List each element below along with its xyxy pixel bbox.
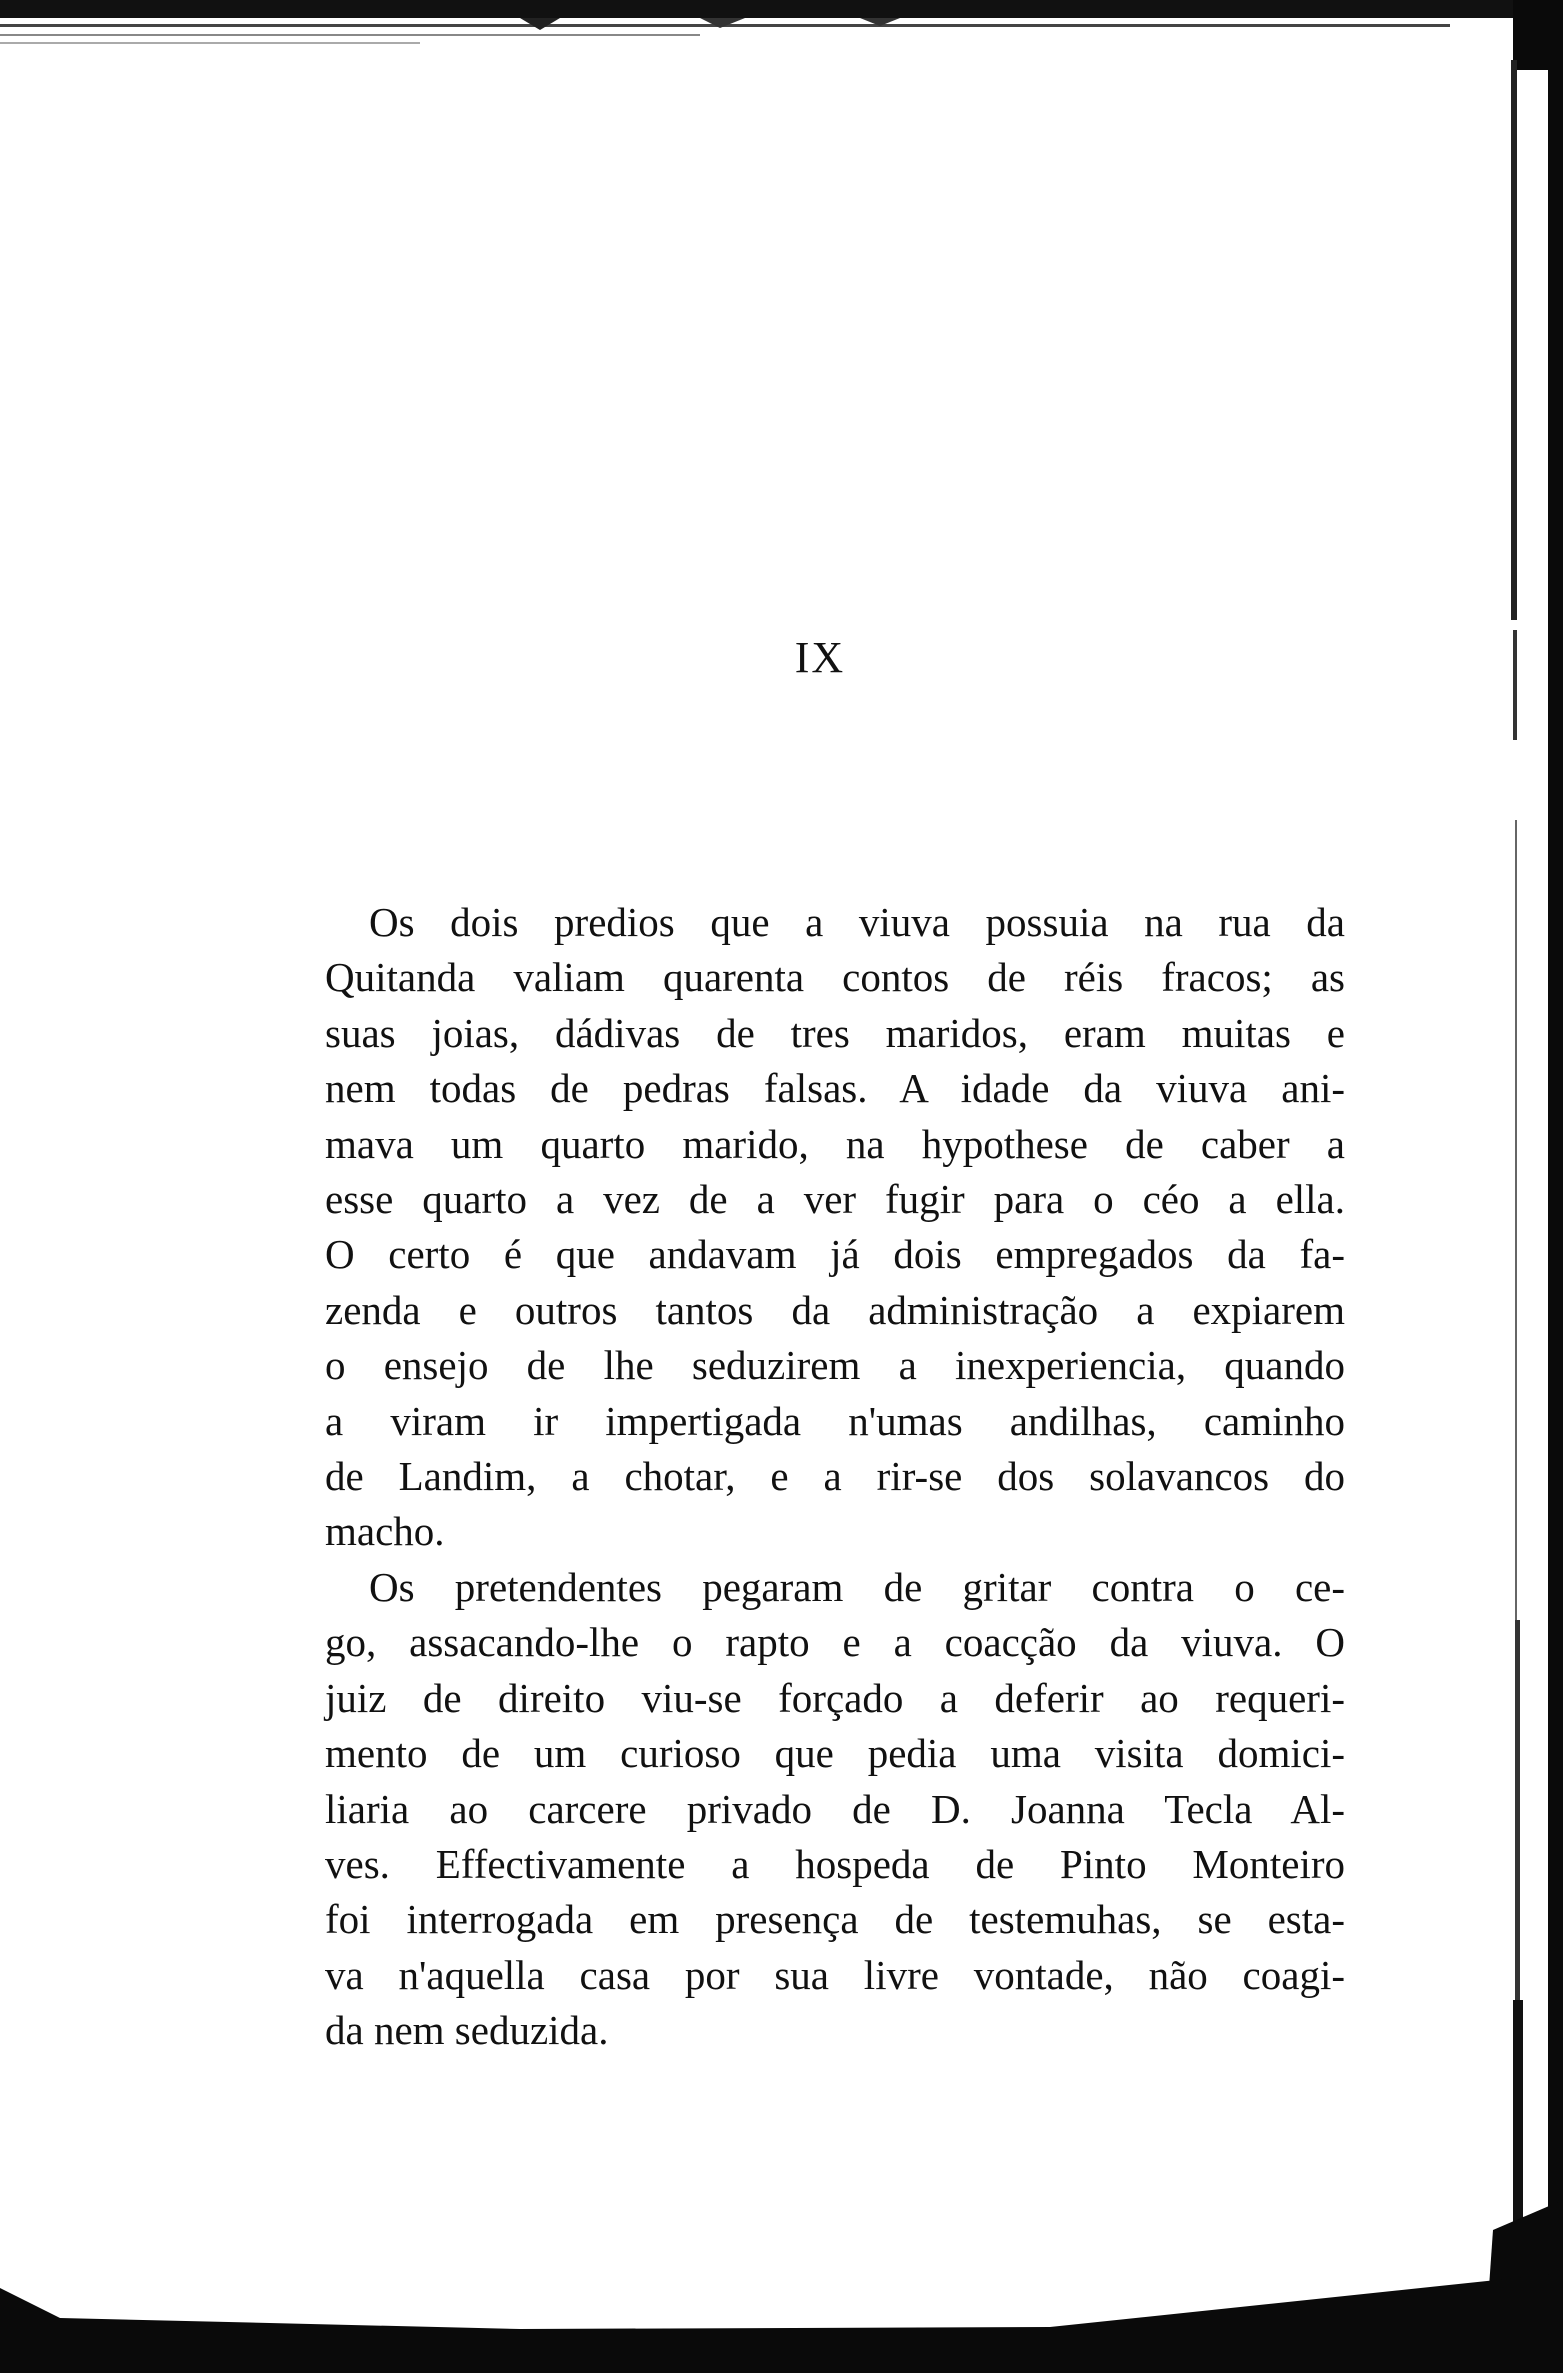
text-line: liaria ao carcere privado de D. Joanna Tecla Al- <box>325 1785 1345 1832</box>
text-line: da nem seduzida. <box>325 2007 609 2054</box>
text-line: de Landim, a chotar, e a rir-se dos solavancos do <box>325 1453 1345 1500</box>
text-line: mento de um curioso que pedia uma visita domici- <box>325 1730 1345 1777</box>
text-line: Os pretendentes pegaram de gritar contra o ce- <box>369 1563 1345 1610</box>
body-text <box>325 895 1345 2059</box>
text-line: nem todas de pedras falsas. A idade da viuva ani- <box>325 1065 1345 1112</box>
paragraph-2 <box>325 1560 1345 2059</box>
scan-edge-bottom <box>0 2233 1563 2373</box>
text-line: esse quarto a vez de a ver fugir para o céo a ella. <box>325 1176 1345 1223</box>
text-line: suas joias, dádivas de tres maridos, eram muitas e <box>325 1009 1345 1056</box>
text-line: macho. <box>325 1508 445 1555</box>
text-line: Quitanda valiam quarenta contos de réis fracos; as <box>325 954 1345 1001</box>
text-line: va n'aquella casa por sua livre vontade, não coagi- <box>325 1951 1345 1998</box>
text-line: a viram ir impertigada n'umas andilhas, caminho <box>325 1397 1345 1444</box>
paragraph-1 <box>325 895 1345 1560</box>
scan-edge-top <box>0 0 1563 70</box>
text-line: o ensejo de lhe seduzirem a inexperiencia, quando <box>325 1342 1345 1389</box>
scan-edge-right <box>1453 0 1563 2373</box>
text-line: ves. Effectivamente a hospeda de Pinto Monteiro <box>325 1840 1345 1887</box>
text-line: juiz de direito viu-se forçado a deferir ao requeri- <box>325 1674 1345 1721</box>
text-line: zenda e outros tantos da administração a expiarem <box>325 1286 1345 1333</box>
text-line: Os dois predios que a viuva possuia na rua da <box>369 899 1345 945</box>
chapter-heading: IX <box>794 633 846 682</box>
text-line: O certo é que andavam já dois empregados da fa- <box>325 1231 1345 1278</box>
text-line: mava um quarto marido, na hypothese de caber a <box>325 1120 1345 1167</box>
text-line: foi interrogada em presença de testemuhas, se esta- <box>325 1896 1345 1943</box>
text-line: go, assacando-lhe o rapto e a coacção da viuva. O <box>325 1619 1345 1666</box>
